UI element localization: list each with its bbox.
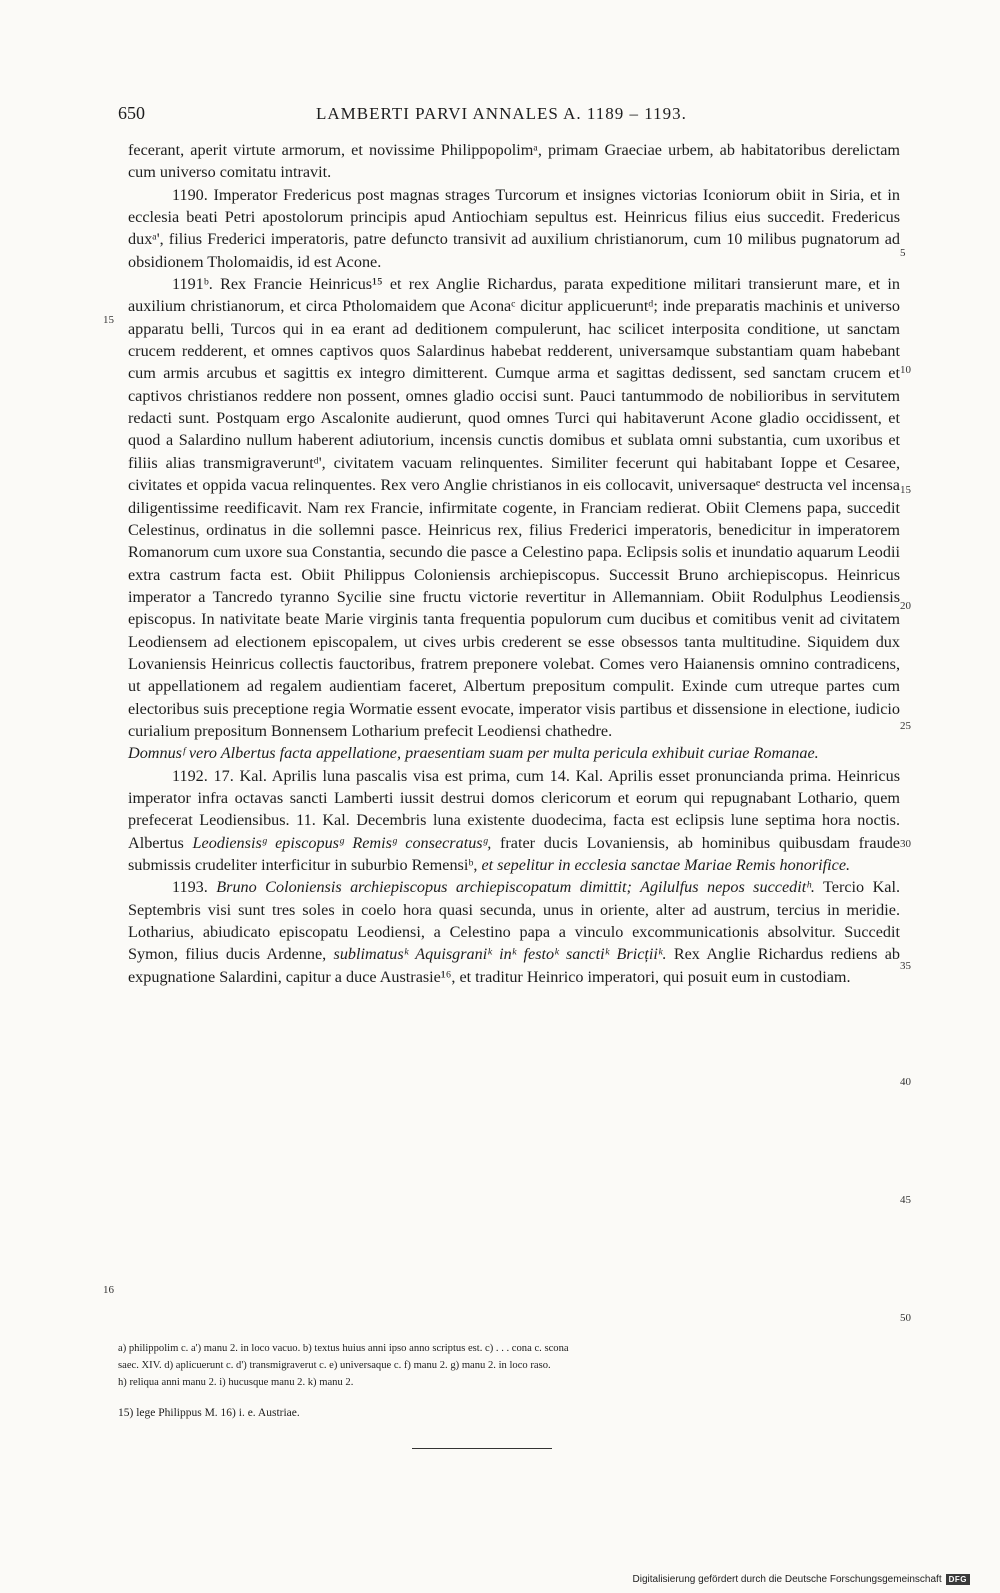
paragraph-1191-addition	[128, 742, 900, 764]
paragraph-1190: 1190. Imperator Fredericus post magnas strages Turcorum et insignes victorias Iconiorum obiit in Siria, et in ecclesia beati Petri apostolorum principis apud Antiochiam sepultus est. Heinricus filius eius succedit. Fredericus duxᵃ', filius Frederici imperatoris, patre defuncto transivit ad auxilium christianorum, cum 10 milibus pugnatorum ad obsidionem Tholomaidis, id est Acone.	[128, 185, 900, 271]
line-number: 15	[103, 314, 114, 326]
text-span: frater ducis Lovaniensis, ab hominibus quibusdam fraude submissis crudeliter interficitur in suburbio Remensiᵇ,	[128, 833, 900, 874]
line-number: 25	[900, 720, 911, 732]
paragraph-1191: 1191ᵇ. Rex Francie Heinricus¹⁵ et rex Anglie Richardus, parata expeditione militari transierunt mare, et in auxilium christianorum, et circa Ptholomaidem que Aconaᶜ dicitur applicueruntᵈ; inde preparatis machinis et universo apparatu belli, Turcos qui in ea erant ad deditionem compulerunt, hac scilicet interposita conditione, ut sanctam crucem redderent, et omnes captivos quos Salardinus habebat redderent, universamque substantiam quam habebant cum armis arcubus et sagittis ex integro dimitterent. Cumque arma et sagittas dedissent, sed sanctam crucem et captivos christianos reddere non possent, omnes gladio occisi sunt. Pauci tantummodo de nobilioribus in servitutem redacti sunt. Postquam ergo Ascalonite audierunt, quod omnes Turci qui habitaverunt Acone gladio occidissent, et quod a Salardino nullum haberent adiutorium, incensis cunctis domibus et sublata omni substantia, cum uxoribus et filiis alias transmigraveruntᵈ', civitatem vacuam relinquentes. Similiter fecerunt qui habitabant Ioppe et Cesaree, civitates et oppida vacua relinquentes. Rex vero Anglie christianos in eis collocavit, universaqueᵉ destructa vel incensa diligentissime reedificavit. Nam rex Francie, infirmitate cogente, in Franciam redierat. Obiit Clemens papa, succedit Celestinus, ordinatus in die sollemni pasce. Heinricus rex, filius Frederici imperatoris, benedicitur in imperatorem Romanorum cum uxore sua Constantia, secundo die pasce a Celestino papa. Eclipsis solis et inundatio aquarum Leodii extra castrum facta est. Obiit Philippus Coloniensis archiepiscopus. Successit Bruno archiepiscopus. Heinricus imperator a Tancredo tyranno Sycilie sine fructu victorie revertitur in Allemanniam. Obiit Rodulphus Leodiensis episcopus. In nativitate beate Marie virginis tanta frequentia populorum cum ducibus et comitibus venit ad civitatem Leodiensem ad electionem episcopalem, ut cives urbis crederent se esse obsessos tanta multitudine. Siquidem dux Lovaniensis Heinricus collectis fauctoribus, fratrem preponere volebat. Comes vero Haianensis omnino contradicens, ut appellationem ad regalem audientiam faceret, Albertum prepositum compulit. Exinde cum utreque partes cum electoribus suis preceptione regia Wormatie essent evocate, imperator visis partibus et dissensione in electione, iudicio curialium prepositum Bonnensem Lotharium prefecit Leodiensi chathedre.	[128, 275, 900, 740]
italic-text: et sepelitur in ecclesia sanctae Mariae Remis honorifice.	[477, 856, 851, 874]
footnote-line: a) philippolim c. a') manu 2. in loco vacuo. b) textus huius anni ipso anno scriptus est. c) . . . cona c. scona	[118, 1343, 569, 1354]
line-number: 20	[900, 600, 911, 612]
line-number: 16	[103, 1284, 114, 1296]
footnote-line: saec. XIV. d) aplicuerunt c. d') transmigraverut c. e) universaque c. f) manu 2. g) manu 2. in loco raso.	[118, 1360, 551, 1371]
line-number: 50	[900, 1312, 911, 1324]
page-number: 650	[118, 103, 145, 123]
text-span: 1192. 17. Kal. Aprilis luna pascalis visa est prima, cum 14. Kal. Aprilis esset pronuncianda prima. Heinricus imperator infra octavas sancti Lamberti iussit destrui domos clericorum et eorum qui repugnabant Lothario, quem prefecerat Leodiensibus. 11. Kal. Decembris luna existente duodecima, facta est eclipsis lune septima hora noctis. Albertus	[128, 766, 900, 852]
footnotes-letters	[118, 1340, 900, 1391]
line-number: 5	[900, 247, 906, 259]
italic-text: Domnusᶠ vero Albertus facta appellatione, praesentiam suam per multa pericula exhibuit curiae Romanae.	[128, 744, 819, 763]
paragraph-1192	[128, 765, 900, 877]
line-number: 40	[900, 1076, 911, 1088]
paragraph: fecerant, aperit virtute armorum, et novissime Philippopolimᵃ, primam Graeciae urbem, ab habitatoribus derelictam cum universo comitatu intravit.	[128, 141, 900, 182]
line-number: 30	[900, 838, 911, 850]
line-number: 45	[900, 1194, 911, 1206]
credit-text: Digitalisierung gefördert durch die Deutsche Forschungsgemeinschaft	[632, 1574, 942, 1585]
main-text	[128, 139, 900, 988]
text-span: Rex Anglie Richardus rediens ab expugnatione Salardini, capitur a duce Austrasie¹⁶, et traditur Heinrico imperatori, qui posuit eum in custodiam.	[128, 945, 900, 986]
line-number: 35	[900, 960, 911, 972]
italic-text: sublimatusᵏ Aquisgraniᵏ inᵏ festoᵏ sanctiᵏ Bricțiiᵏ.	[326, 945, 667, 964]
end-rule	[412, 1448, 552, 1449]
running-head: LAMBERTI PARVI ANNALES A. 1189 – 1193.	[316, 104, 687, 123]
digitization-credit	[633, 1574, 970, 1585]
italic-text: Leodiensisᵍ episcopusᵍ Remisᵍ consecratusᵍ,	[192, 833, 492, 852]
italic-text: Bruno Coloniensis archiepiscopus archiepiscopatum dimittit; Agilulfus nepos succeditʰ.	[207, 878, 815, 897]
paragraph-1193	[128, 876, 900, 988]
footnotes-numbered: 15) lege Philippus M. 16) i. e. Austriae.	[118, 1407, 300, 1419]
text-span: 1193.	[172, 878, 208, 897]
dfg-logo-icon: DFG	[946, 1574, 970, 1585]
line-number: 10	[900, 364, 911, 376]
line-number: 15	[900, 484, 911, 496]
footnote-line: h) reliqua anni manu 2. i) hucusque manu 2. k) manu 2.	[118, 1377, 354, 1388]
text-span: Tercio Kal. Septembris visi sunt tres soles in coelo hora quasi secunda, unus in oriente, alter ad austrum, tercius in meridie. Lotharius, abiudicato episcopatu Leodiensi, a Celestino papa a vinculo excommunicationis absolvitur. Succedit Symon, filius ducis Ardenne,	[128, 878, 900, 964]
